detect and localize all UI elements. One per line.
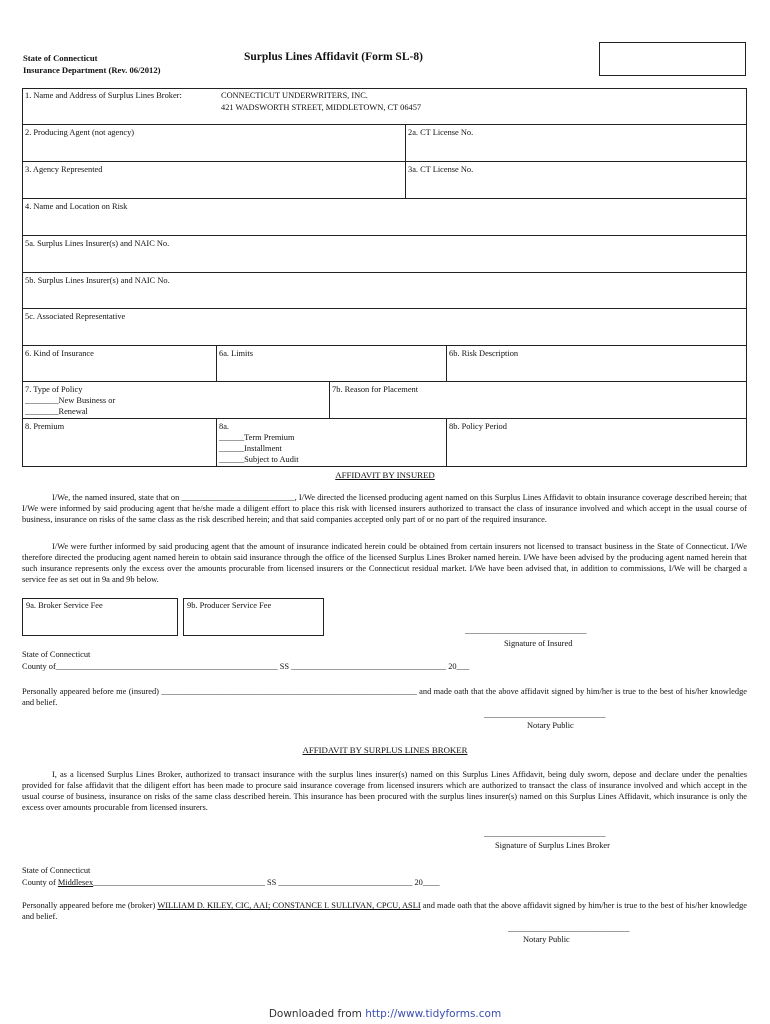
term-premium-option[interactable]: ______Term Premium [219,433,295,442]
insured-signature-label: Signature of Insured [504,639,573,648]
header-department: Insurance Department (Rev. 06/2012) [23,65,161,75]
policy-type-label: 7. Type of Policy [25,385,83,394]
broker-signature-label: Signature of Surplus Lines Broker [495,841,610,850]
insured-appeared-text: Personally appeared before me (insured) _____________________________________________________________ and made oath that the above affidavit signed by him/her is true to the best of his/her knowledge and belief. [22,687,747,708]
agency-license-field[interactable]: 3a. CT License No. [408,165,474,174]
insured-county-line[interactable]: County of_____________________________________________________ SS _____________________________________ 20___ [22,662,470,671]
policy-period-field[interactable]: 8b. Policy Period [449,422,507,431]
agent-license-field[interactable]: 2a. CT License No. [408,128,474,137]
broker-names-value[interactable]: WILLIAM D. KILEY, CIC, AAI; CONSTANCE I. SULLIVAN, CPCU, ASLI [157,901,421,910]
insured-signature-line[interactable]: _____________________________ [465,626,587,635]
kind-of-insurance-field[interactable]: 6. Kind of Insurance [25,349,94,358]
broker-county-line [22,878,440,889]
insured-paragraph-2: I/We were further informed by said producing agent that the amount of insurance indicated herein could be obtained from certain insurers not licensed to transact business in the State of Connecticut. I/We therefore directed the producing agent named herein to obtain said insurance through the office of the licensed Surplus Lines Broker named herein. I/We have been advised by the producing agent named herein that such insurance represents only the excess over the amounts procurable from licensed insurers or the Connecticut residual market. I/We have been advised that, in addition to commissions, I/We will be charged a service fee as set out in 9a and 9b below. [22,542,747,585]
broker-name-value[interactable]: CONNECTICUT UNDERWRITERS, INC. [221,91,368,100]
office-use-box [599,42,746,76]
producing-agent-field[interactable]: 2. Producing Agent (not agency) [25,128,135,137]
subject-to-audit-option[interactable]: ______Subject to Audit [219,455,299,464]
page-title: Surplus Lines Affidavit (Form SL-8) [244,51,423,63]
broker-notary-line[interactable]: _____________________________ [508,924,630,933]
policy-type-renewal-option[interactable]: ________Renewal [25,407,88,416]
broker-paragraph: I, as a licensed Surplus Lines Broker, authorized to transact insurance with the surplus lines insurer(s) named on this Surplus Lines Affidavit, being duly sworn, depose and declare under the penalties provided for false affidavit that the diligent effort has been made to procure said insurance coverage from licensed insurers which are authorized to transact the class of insurance involved and which accept in the usual course of business, insurance on risks of the same class described herein. This insurance has been procured with the surplus lines insurer(s) named on this Surplus Lines Affidavit, which insurance is only the excess over amounts procurable from licensed insurers. [22,770,747,813]
insured-affidavit-heading: AFFIDAVIT BY INSURED [335,470,435,480]
county-rest: _________________________________________ SS ________________________________ 20____ [93,878,440,887]
broker-notary-label: Notary Public [523,935,570,944]
broker-affidavit-heading: AFFIDAVIT BY SURPLUS LINES BROKER [302,745,468,755]
producer-fee-label: 9b. Producer Service Fee [187,601,272,610]
broker-address-value[interactable]: 421 WADSWORTH STREET, MIDDLETOWN, CT 06457 [221,103,422,112]
broker-fee-label: 9a. Broker Service Fee [26,601,103,610]
policy-type-new-option[interactable]: ________New Business or [25,396,116,405]
broker-appeared-text [22,900,747,922]
appeared-prefix: Personally appeared before me (broker) [22,901,158,910]
insured-notary-label: Notary Public [527,721,574,730]
broker-state-label: State of Connecticut [22,866,91,875]
associated-rep-field[interactable]: 5c. Associated Representative [25,312,126,321]
appeared-rest: and made oath that the above affidavit signed by him/her is true to the best of his/her knowledge and belief. [22,901,747,922]
insured-state-label: State of Connecticut [22,650,91,659]
header-state: State of Connecticut [23,53,98,63]
premium-field[interactable]: 8. Premium [25,422,65,431]
agency-represented-field[interactable]: 3. Agency Represented [25,165,103,174]
risk-location-field[interactable]: 4. Name and Location on Risk [25,202,128,211]
insurer-5a-field[interactable]: 5a. Surplus Lines Insurer(s) and NAIC No. [25,239,170,248]
premium-type-label: 8a. [219,422,229,431]
county-prefix: County of [22,878,58,887]
insured-paragraph-1: I/We, the named insured, state that on ___________________________, I/We directed the licensed producing agent named on this Surplus Lines Affidavit to obtain insurance coverage described herein; that I/We were informed by said producing agent that he/she made a diligent effort to place this risk with licensed insurers authorized to transact the class of insurance involved and which accept in the usual course of business, insurance on risks of the same class as the risk described herein; and that said companies accepted only part of or no part of the required insurance. [22,493,747,525]
risk-description-field[interactable]: 6b. Risk Description [449,349,519,358]
insured-notary-line[interactable]: _____________________________ [484,710,606,719]
reason-placement-field[interactable]: 7b. Reason for Placement [332,385,419,394]
insurer-5b-field[interactable]: 5b. Surplus Lines Insurer(s) and NAIC No. [25,276,170,285]
county-value[interactable]: Middlesex [57,878,94,887]
installment-option[interactable]: ______Installment [219,444,282,453]
broker-name-label: 1. Name and Address of Surplus Lines Broker: [25,91,182,100]
download-footer [0,1008,770,1021]
broker-signature-line[interactable]: _____________________________ [484,829,606,838]
footer-link[interactable]: http://www.tidyforms.com [365,1008,502,1020]
limits-field[interactable]: 6a. Limits [219,349,253,358]
footer-prefix: Downloaded from [268,1008,366,1020]
